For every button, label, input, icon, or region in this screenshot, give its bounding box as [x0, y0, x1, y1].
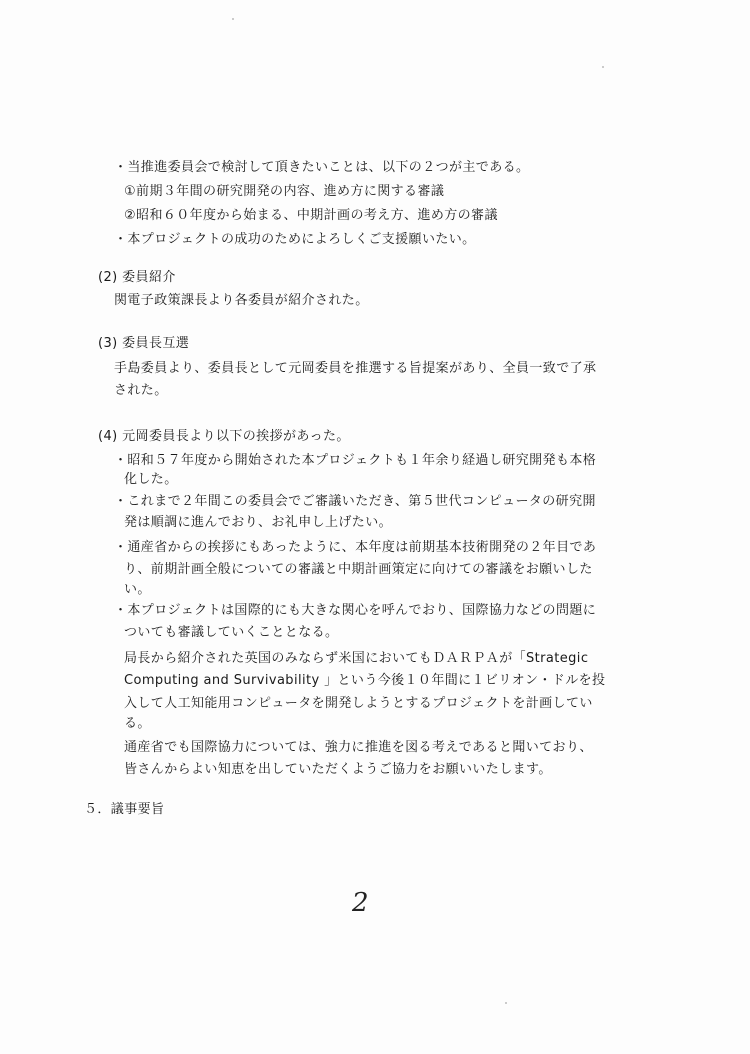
scan-speck	[505, 1002, 507, 1004]
scan-speck	[602, 66, 604, 68]
paragraph-line: 通産省でも国際協力については、強力に推進を図る考えであると聞いており、	[124, 740, 593, 755]
paragraph-line: 化した。	[124, 472, 178, 487]
numbered-item: ②昭和６０年度から始まる、中期計画の考え方、進め方の審議	[124, 208, 498, 223]
bullet-line: ・本プロジェクトは国際的にも大きな関心を呼んでおり、国際協力などの問題に	[114, 603, 597, 618]
paragraph-line: り、前期計画全般についての審議と中期計画策定に向けての審議をお願いした	[124, 562, 593, 577]
paragraph-line: 入して人工知能用コンピュータを開発しようとするプロジェクトを計画してい	[124, 696, 593, 711]
paragraph-line: された。	[114, 383, 168, 398]
scan-speck	[232, 18, 234, 20]
paragraph-line: ついても審議していくこととなる。	[124, 625, 339, 640]
paragraph-line: 発は順調に進んでおり、お礼申し上げたい。	[124, 515, 393, 530]
section-heading: (2) 委員紹介	[98, 270, 176, 285]
section-heading: ５．議事要旨	[84, 802, 165, 817]
bullet-line: ・これまで２年間この委員会でご審議いただき、第５世代コンピュータの研究開	[114, 494, 596, 509]
page-number: 2	[352, 888, 369, 918]
paragraph-line: Computing and Survivability 」という今後１０年間に１ビリオン・ドルを投	[124, 673, 606, 688]
numbered-item: ①前期３年間の研究開発の内容、進め方に関する審議	[124, 184, 445, 199]
paragraph-line: る。	[124, 716, 151, 731]
paragraph-line: 局長から紹介された英国のみならず米国においてもＤＡＲＰＡが「Strategic	[124, 651, 589, 666]
section-heading: (4) 元岡委員長より以下の挨拶があった。	[98, 429, 350, 444]
section-heading: (3) 委員長互選	[98, 336, 190, 351]
paragraph-line: 関電子政策課長より各委員が紹介された。	[114, 293, 369, 308]
paragraph-line: い。	[124, 582, 151, 597]
bullet-line: ・本プロジェクトの成功のためによろしくご支援願いたい。	[114, 232, 476, 247]
bullet-line: ・通産省からの挨拶にもあったように、本年度は前期基本技術開発の２年目であ	[114, 540, 597, 555]
bullet-line: ・当推進委員会で検討して頂きたいことは、以下の２つが主である。	[114, 160, 530, 175]
paragraph-line: 手島委員より、委員長として元岡委員を推選する旨提案があり、全員一致で了承	[114, 361, 597, 376]
bullet-line: ・昭和５７年度から開始された本プロジェクトも１年余り経過し研究開発も本格	[114, 453, 597, 468]
paragraph-line: 皆さんからよい知恵を出していただくようご協力をお願いいたします。	[124, 762, 552, 777]
